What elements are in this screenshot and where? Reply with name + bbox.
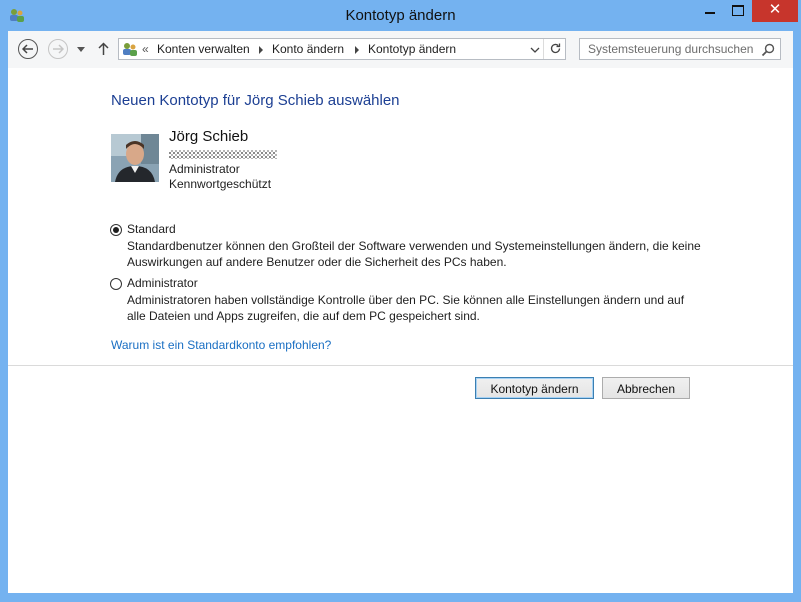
forward-arrow-icon [52, 44, 64, 54]
address-dropdown-icon[interactable] [528, 43, 542, 57]
redacted-email [169, 148, 277, 160]
control-panel-icon [122, 41, 138, 57]
page-title: Neuen Kontotyp für Jörg Schieb auswählen [111, 92, 400, 109]
breadcrumb-item-konto-aendern[interactable]: Konto ändern [272, 42, 345, 56]
option-standard-description [127, 238, 727, 270]
search-box[interactable] [579, 38, 781, 60]
description-line: Auswirkungen auf andere Benutzer oder die Sicherheit des PCs haben. [127, 255, 507, 269]
cancel-button[interactable]: Abbrechen [602, 377, 690, 399]
breadcrumb-separator-icon[interactable] [259, 46, 263, 54]
help-link[interactable]: Warum ist ein Standardkonto empfohlen? [111, 338, 332, 352]
close-icon: ✕ [768, 1, 782, 18]
radio-standard-label[interactable]: Standard [127, 222, 176, 236]
description-line: Administratoren haben vollständige Kontrolle über den PC. Sie können alle Einstellungen ändern und auf [127, 293, 685, 307]
recent-pages-dropdown-icon[interactable] [77, 47, 85, 52]
divider [8, 365, 793, 366]
user-account-type: Administrator [169, 162, 240, 176]
address-bar[interactable] [118, 38, 566, 60]
search-input[interactable] [580, 39, 764, 59]
client-area [8, 31, 793, 593]
radio-administrator-label[interactable]: Administrator [127, 276, 198, 290]
search-icon[interactable] [760, 42, 776, 58]
option-administrator-description [127, 292, 727, 324]
minimize-icon [705, 12, 715, 14]
user-password-status: Kennwortgeschützt [169, 177, 272, 191]
avatar [111, 134, 159, 182]
minimize-button[interactable] [696, 0, 724, 22]
radio-selected-dot [113, 227, 119, 233]
refresh-icon [549, 42, 562, 55]
window-title: Kontotyp ändern [345, 7, 456, 24]
description-line: alle Dateien und Apps zugreifen, die auf dem PC gespeichert sind. [127, 309, 480, 323]
navigation-bar [8, 31, 793, 68]
breadcrumb-item-kontotyp-aendern[interactable]: Kontotyp ändern [368, 42, 457, 56]
breadcrumb-item-konten-verwalten[interactable]: Konten verwalten [157, 42, 250, 56]
radio-administrator[interactable] [110, 278, 122, 290]
forward-button[interactable] [48, 39, 68, 59]
maximize-icon [732, 5, 744, 16]
title-bar[interactable] [0, 0, 801, 32]
user-photo [111, 134, 159, 182]
main-content [8, 68, 793, 593]
breadcrumb-separator-icon[interactable] [355, 46, 359, 54]
breadcrumb-overflow[interactable]: « [142, 42, 149, 56]
up-arrow-icon[interactable] [98, 42, 109, 56]
maximize-button[interactable] [724, 0, 752, 22]
back-button[interactable] [18, 39, 38, 59]
description-line: Standardbenutzer können den Großteil der Software verwenden und Systemeinstellungen ändern, die keine [127, 239, 701, 253]
back-arrow-icon [22, 44, 34, 54]
radio-standard[interactable] [110, 224, 122, 236]
close-button[interactable] [752, 0, 798, 22]
user-name: Jörg Schieb [169, 128, 249, 145]
refresh-button[interactable] [543, 39, 566, 59]
change-account-type-button[interactable]: Kontotyp ändern [475, 377, 594, 399]
